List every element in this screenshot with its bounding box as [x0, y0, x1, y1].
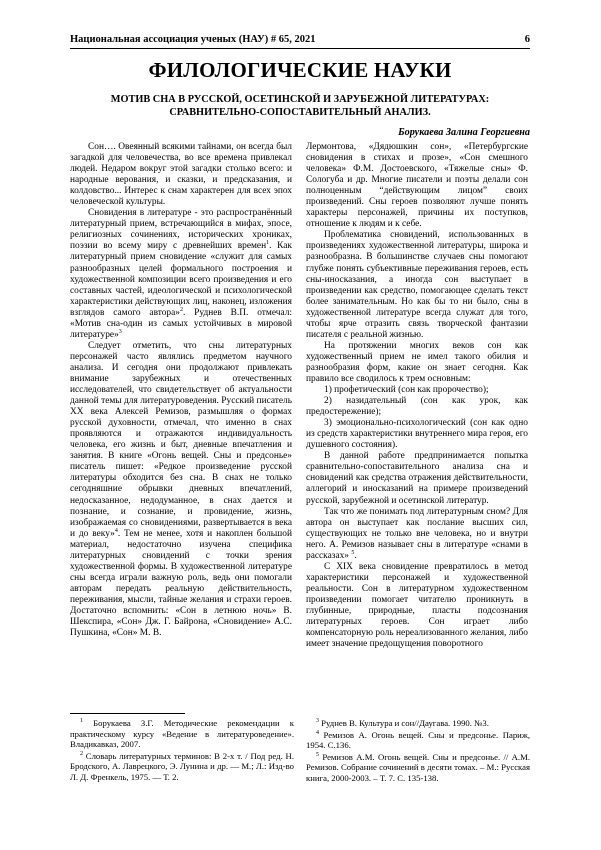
- footnote-1: [70, 718, 294, 750]
- article-title-line-2: СРАВНИТЕЛЬНО-СОПОСТАВИТЕЛЬНЫЙ АНАЛИЗ.: [169, 106, 431, 118]
- text-run: . Руднев В.П. отмечал: «Мотив сна-один из самых устойчивых в мировой литературе»: [70, 307, 292, 340]
- footnote-ref-1: 1: [266, 240, 270, 247]
- paragraph: В данной работе предпринимается попытка сравнительно-сопоставительного анализа сна и сновидений как средства отражения действительности, аллегорий и иносказаний на примере произведений русской, зарубежной и осетинской литератур.: [306, 451, 528, 506]
- footnote-number: 1: [80, 718, 83, 725]
- footnote-ref-2: 2: [179, 306, 183, 313]
- article-title: [70, 94, 530, 119]
- article-title-line-1: МОТИВ СНА В РУССКОЙ, ОСЕТИНСКОЙ И ЗАРУБЕЖНОЙ ЛИТЕРАТУРАХ:: [110, 94, 490, 105]
- paragraph: Сон…. Овеянный всякими тайнами, он всегда был загадкой для человечества, во все времена привлекал людей. Недаром вокруг этой загадки столько всего: и народные верования, и сказки, и предсказания, и колдовство... Интерес к снам характерен для всех эпох человеческой культуры.: [70, 142, 292, 208]
- footnote-text: Борукаева З.Г. Методические рекомендации к практическому курсу «Ведение в литературоведение». Владикавказ, 2007.: [70, 718, 294, 750]
- running-header: [70, 34, 530, 49]
- footnote-ref-4: 4: [114, 527, 118, 534]
- text-run: Следует отметить, что сны литературных персонажей часто являлись предметом научного анализа. И сегодня они продолжают привлекать внимание зарубежных и отечественных исследователей, что свидетельствует об актуальности данной темы для литературоведения. Русский писатель XX века Алексей Ремизов, размышляя о формах русской духовности, отмечал, что именно в снах проявляются и отражаются индивидуальность человека, его жизнь и быт, дневные впечатления и занятия. В книге «Огонь вещей. Сны и предсонье» писатель пишет: «Редкое произведение русской литературы обходится без сна. В снах не только сегодняшние обрывки дневных впечатлений, недосказанное, недодуманное, в снах дается и познание, и сознание, и провидение, жизнь, изображаемая со сновидениями, развертывается в века и до веку»: [70, 340, 292, 539]
- left-column: [70, 142, 292, 639]
- text-run: . Как литературный прием сновидение «служит для самых разнообразных целей формального построения и художественной композиции всего произведения и его составных частей, идеологической и психологической характеристики действующих лиц, наконец, изложения взглядов самого автора»: [70, 241, 292, 318]
- footnote-5: [306, 752, 530, 784]
- footnotes-left: [70, 718, 294, 784]
- footnote-2: [70, 751, 294, 783]
- text-run: Сновидения в литературе - это распространённый литературный прием, встречающийся в мифах, эпосе, религиозных сочинениях, исторических хрониках, поэзии во всему миру с древнейших времен: [70, 208, 292, 252]
- author-name: Борукаева Залина Георгиевна: [398, 127, 530, 138]
- footnote-ref-3: 3: [118, 328, 122, 335]
- journal-name: Национальная ассоциация ученых (НАУ) # 65, 2021: [70, 34, 316, 45]
- footnote-3: [306, 718, 530, 729]
- list-item: 1) профетический (сон как пророчество);: [324, 385, 489, 396]
- section-title: ФИЛОЛОГИЧЕСКИЕ НАУКИ: [148, 58, 452, 82]
- footnote-separator: [70, 713, 185, 714]
- page-number: 6: [524, 34, 530, 45]
- paragraph: С XIX века сновидение превратилось в метод характеристики персонажей и художественной реальности. Сон в литературном художественном произведении помогает читателю проникнуть в глубинные, природные, пласты подсознания литературных героев. Сон играет либо компенсаторную роль нереализованного желания, либо имеет значение предощущения поворотного: [306, 561, 528, 650]
- text-run: Так что же понимать под литературным сном? Для автора он выступает как послание высших сил, существующих не только вне человека, но и внутри него. А. Ремизов называет сны в литературе «снами в рассказах»: [306, 506, 528, 561]
- list-item: 3) эмоционально-психологический (сон как одно из средств характеристики внутреннего мира героя, его душевного состояния).: [306, 418, 528, 451]
- paragraph: [70, 208, 292, 341]
- footnote-text: Ремизов А. Огонь вещей. Сны и предсонье. Париж, 1954. С.136.: [306, 729, 530, 751]
- text-run: . Тем не менее, хотя и накоплен большой материал, недостаточно изучена специфика литературных сновидений с точки зрения художественной формы. В художественной литературе сны всегда играли важную роль, ведь они помогали авторам передать реальную действительность, переживания, мысли, тайные желания и страхи героев. Достаточно вспомнить: «Сон в летнюю ночь» В. Шекспира, «Сон» Дж. Г. Байрона, «Сновидение» А.С. Пушкина, «Сон» М. В.: [70, 528, 292, 639]
- footnote-text: Руднев В. Культура и сон//Даугава. 1990. №3.: [319, 718, 489, 728]
- paragraph: [70, 341, 292, 639]
- footnote-ref-5: 5: [351, 549, 355, 556]
- text-run: .: [354, 550, 357, 561]
- footnote-4: [306, 730, 530, 751]
- list-item: 2) назидательный (сон как урок, как предостережение);: [306, 396, 528, 418]
- paragraph: [306, 507, 528, 562]
- paragraph: На протяжении многих веков сон как художественный прием не имел такого обилия и разнообразия форм, какие он знает сегодня. Как правило все сводилось к трем основным:: [306, 340, 528, 384]
- footnotes-right: [306, 718, 530, 785]
- footnote-number: 2: [80, 750, 83, 757]
- footnote-text: Ремизов А.М. Огонь вещей. Сны и предсонье. // А.М. Ремизов. Собрание сочинений в десяти томах. – М.: Русская книга, 2000-2003. – Т. 7. С. 135-138.: [306, 751, 530, 783]
- footnote-number: 5: [316, 751, 319, 758]
- footnote-text: Словарь литературных терминов: В 2-х т. / Под ред. Н. Бродского, А. Лаврецкого, Э. Лунина и др. — М.; Л.: Изд-во Л. Д. Френкель, 1975. — Т. 2.: [70, 750, 294, 782]
- footnote-number: 3: [316, 718, 319, 725]
- paragraph: Проблематика сновидений, использованных в произведениях художественной литературы, широка и разнообразна. В большинстве случаев сны помогают глубже понять субъективные переживания героев, есть сны-иносказания, а иногда сон выступает в произведении как средство, помогающее сделать текст более занимательным. Но как бы то ни было, сны в художественной литературе всегда служат для того, чтобы ярче отразить связь творческой фантазии писателя с реальной жизнью.: [306, 230, 528, 340]
- right-column: [306, 142, 528, 650]
- footnote-number: 4: [316, 729, 319, 736]
- paragraph: Лермонтова, «Дядюшкин сон», «Петербургские сновидения в стихах и прозе», «Сон смешного человека» Ф.М. Достоевского, «Тяжелые сны» Ф. Сологуба и др. Многие писатели и поэты делали сон полноценным “действующим лицом” своих произведений. Сны героев позволяют лучше понять характеры персонажей, причины их поступков, отношение к людям и к себе.: [306, 142, 528, 230]
